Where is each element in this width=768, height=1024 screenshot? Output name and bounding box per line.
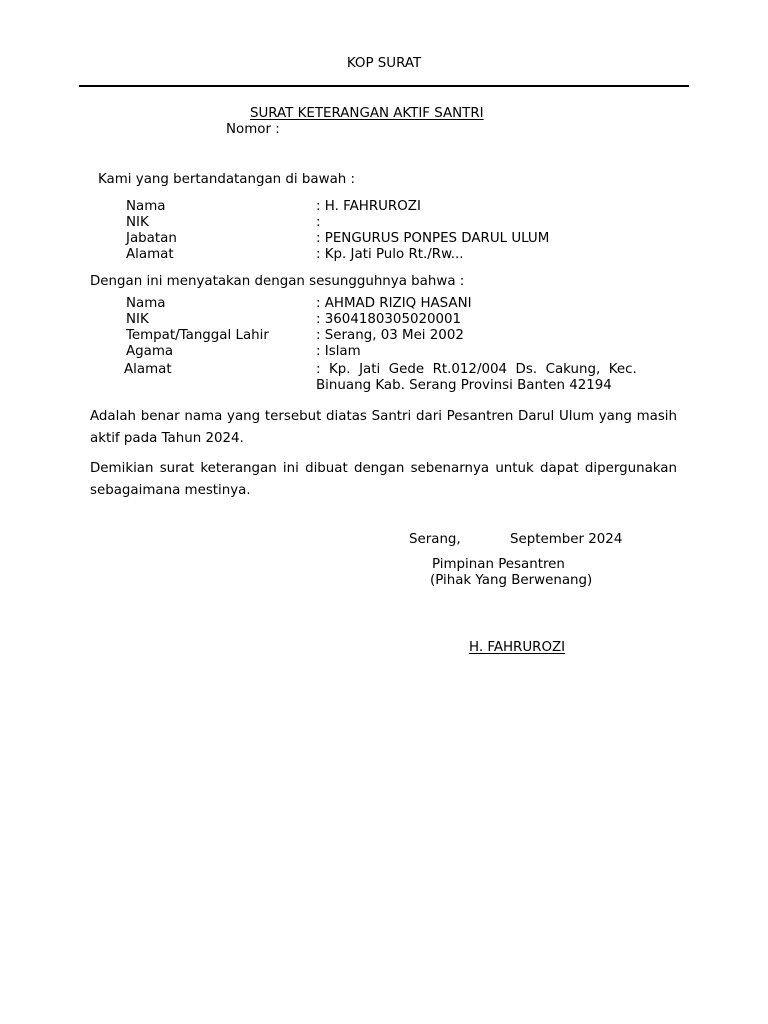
student-value-nik: : 3604180305020001: [316, 312, 462, 327]
student-label-nik: NIK: [126, 312, 149, 327]
document-number-label: Nomor :: [226, 122, 280, 137]
student-label-birth: Tempat/Tanggal Lahir: [126, 328, 269, 343]
signature-place: Serang,: [409, 532, 461, 547]
letterhead-title: KOP SURAT: [346, 56, 422, 71]
signer-label-name: Nama: [126, 199, 166, 214]
closing-paragraph: Demikian surat keterangan ini dibuat dengan sebenarnya untuk dapat dipergunakan sebagaimana mestinya.: [90, 461, 677, 498]
student-label-name: Nama: [126, 296, 166, 311]
confirmation-paragraph: Adalah benar nama yang tersebut diatas Santri dari Pesantren Darul Ulum yang masih aktif pada Tahun 2024.: [90, 409, 677, 446]
signature-name: H. FAHRUROZI: [469, 640, 566, 655]
student-value-name: : AHMAD RIZIQ HASANI: [316, 296, 472, 311]
signer-value-position: : PENGURUS PONPES DARUL ULUM: [316, 231, 550, 246]
signature-role-note: (Pihak Yang Berwenang): [430, 573, 593, 588]
student-label-religion: Agama: [126, 344, 174, 359]
statement-text: Dengan ini menyatakan dengan sesungguhnya bahwa :: [90, 274, 465, 289]
student-label-address: Alamat: [124, 362, 172, 377]
signer-label-nik: NIK: [126, 215, 149, 230]
signer-value-nik: :: [316, 215, 321, 230]
signature-date: September 2024: [510, 532, 623, 547]
student-value-religion: : Islam: [316, 344, 361, 359]
signer-label-position: Jabatan: [126, 231, 177, 246]
intro-text: Kami yang bertandatangan di bawah :: [98, 172, 356, 187]
signer-value-address: : Kp. Jati Pulo Rt./Rw...: [316, 247, 464, 262]
student-value-address-line2: Binuang Kab. Serang Provinsi Banten 42194: [316, 378, 612, 393]
letterhead-divider: [79, 85, 689, 87]
document-title: SURAT KETERANGAN AKTIF SANTRI: [250, 106, 484, 121]
signer-value-name: : H. FAHRUROZI: [316, 199, 421, 214]
student-value-birth: : Serang, 03 Mei 2002: [316, 328, 464, 343]
signature-role: Pimpinan Pesantren: [432, 557, 565, 572]
signer-label-address: Alamat: [126, 247, 174, 262]
student-value-address-line1: : Kp. Jati Gede Rt.012/004 Ds. Cakung, Kec.: [316, 362, 637, 377]
